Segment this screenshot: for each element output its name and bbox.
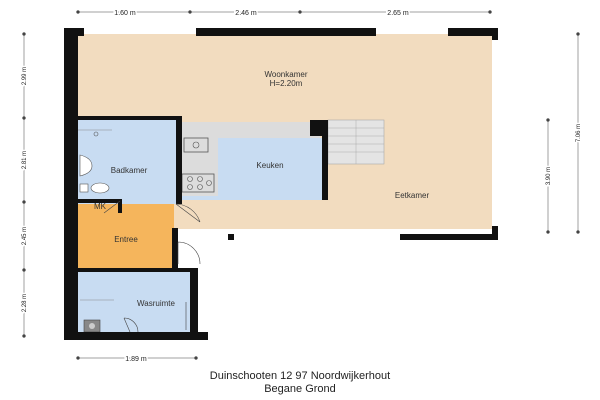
stairs xyxy=(328,120,384,164)
room-label-entree: Entree xyxy=(114,235,138,244)
caption-floor: Begane Grond xyxy=(264,383,336,395)
toilet-icon xyxy=(80,183,109,193)
dim-left-3: 2.45 m xyxy=(22,226,28,246)
dim-left-1: 2.99 m xyxy=(22,66,28,86)
room-label-keuken: Keuken xyxy=(256,161,284,170)
room-label-woonkamer: Woonkamer xyxy=(264,70,308,79)
dim-top-1: 1.60 m xyxy=(114,10,136,17)
dim-bottom: 1.89 m xyxy=(125,356,147,363)
room-label-mk: MK xyxy=(94,202,106,211)
keuken-counter-left xyxy=(180,138,218,196)
dim-right-inner: 3.90 m xyxy=(546,166,552,186)
room-label-eetkamer: Eetkamer xyxy=(394,191,430,200)
dim-top-3: 2.65 m xyxy=(387,10,409,17)
caption-address: Duinschooten 12 97 Noordwijkerhout xyxy=(209,370,391,382)
room-label-badkamer: Badkamer xyxy=(110,166,148,175)
washing-machine-icon xyxy=(84,320,100,332)
badkamer-floor xyxy=(78,120,176,204)
dim-left-4: 2.28 m xyxy=(22,293,28,313)
dim-right-outer: 7.06 m xyxy=(576,123,582,143)
room-label-wasruimte: Wasruimte xyxy=(137,299,175,308)
room-height-woonkamer: H=2.20m xyxy=(269,79,303,88)
keuken-counter xyxy=(180,122,320,138)
dim-top-2: 2.46 m xyxy=(235,10,257,17)
dim-left-2: 2.81 m xyxy=(22,150,28,170)
